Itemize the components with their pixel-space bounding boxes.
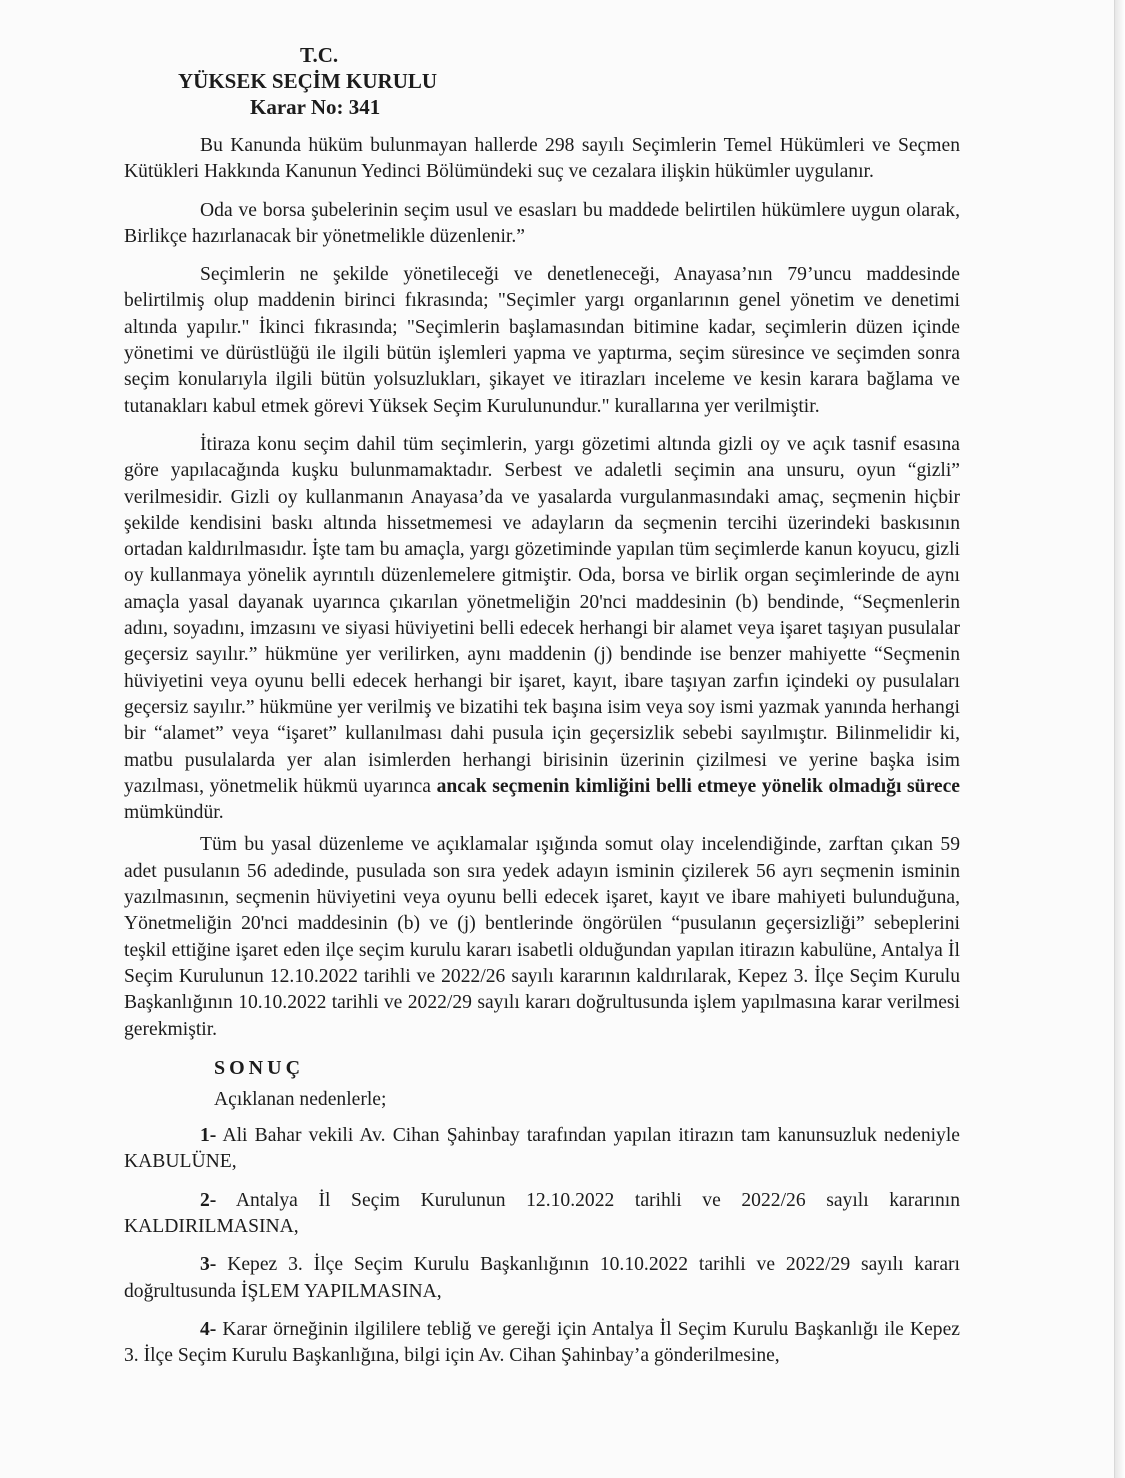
bold-phrase: ancak seçmenin kimliğini belli etmeye yönelik olmadığı sürece: [436, 775, 960, 797]
sonuc-item-4: [124, 1317, 960, 1370]
paragraph-4: [124, 432, 960, 826]
sonuc-intro: Açıklanan nedenlerle;: [214, 1088, 387, 1110]
sonuc-title: SONUÇ: [214, 1056, 305, 1079]
sonuc-item-text: Karar örneğinin ilgililere tebliğ ve gereği için Antalya İl Seçim Kurulu Başkanlığı ile Kepez 3. İlçe Seçim Kurulu Başkanlığına, bilgi için Av. Cihan Şahinbay’a gönderilmesine,: [124, 1318, 960, 1367]
sonuc-item-number: 2-: [200, 1189, 217, 1211]
sonuc-item-3: [124, 1252, 960, 1305]
sonuc-item-text: Antalya İl Seçim Kurulunun 12.10.2022 tarihli ve 2022/26 sayılı kararının KALDIRILMASINA,: [124, 1189, 960, 1237]
sonuc-item-2: [124, 1188, 960, 1241]
paragraph-2: Oda ve borsa şubelerinin seçim usul ve esasları bu maddede belirtilen hükümlere uygun olarak, Birlikçe hazırlanacak bir yönetmelikle düzenlenir.”: [124, 199, 960, 247]
sonuc-item-text: Ali Bahar vekili Av. Cihan Şahinbay tarafından yapılan itirazın tam kanunsuzluk nedeniyle KABULÜNE,: [124, 1125, 960, 1173]
document-body: [124, 133, 960, 1381]
bold-phrase-tail: mümkündür.: [124, 802, 224, 824]
header-decision-no: Karar No: 341: [250, 95, 381, 119]
sonuc-item-text: Kepez 3. İlçe Seçim Kurulu Başkanlığının 10.10.2022 tarihli ve 2022/29 sayılı kararı doğrultusunda İŞLEM YAPILMASINA,: [124, 1254, 960, 1302]
sonuc-item-number: 1-: [200, 1125, 217, 1147]
header-institution: YÜKSEK SEÇİM KURULU: [178, 69, 438, 93]
paragraph-4-text: İtiraza konu seçim dahil tüm seçimlerin, yargı gözetimi altında gizli oy ve açık tasnif esasına göre yapılacağında kuşku bulunmamaktadır. Serbest ve adaletli seçimin ana unsuru, oyun “gizli” verilmesidir. Gizli oy kullanmanın Anayasa’da ve yasalarda vurgulanmasındaki amaç, seçmenin hiçbir şekilde kendisini baskı altında hissetmemesi ve adayların da seçmenin tercihi üzerindeki baskısının ortadan kaldırılmasıdır. İşte tam bu amaçla, yargı gözetiminde yapılan tüm seçimlerde kanun koyucu, gizli oy kullanmaya yönelik ayrıntılı düzenlemelere gitmiştir. Oda, borsa ve birlik organ seçimlerinde de aynı amaçla yasal dayanak uyarınca çıkarılan yönetmeliğin 20'nci maddesinin (b) bendinde, “Seçmenlerin adını, soyadını, imzasını ve siyasi hüviyetini belli edecek herhangi bir alamet veya işaret taşıyan pusulalar geçersiz sayılır.” hükmüne yer verilirken, aynı maddenin (j) bendinde ise benzer mahiyette “Seçmenin hüviyetini veya oyunu belli edecek herhangi bir işaret, kayıt, ibare taşıyan zarfın içindeki oy pusulaları geçersiz sayılır.” hükmüne yer verilmiş ve bizatihi tek başına isim veya soy ismi yazmak yanında herhangi bir “alamet” veya “işaret” kullanılması dahi pusula için geçersizlik sebebi sayılmıştır. Bilinmelidir ki, matbu pusulalarda yer alan isimlerden herhangi birisinin üzerinin çizilmesi ve yerine başka isim yazılması, yönetmelik hükmü uyarınca: [124, 433, 960, 797]
paragraph-3: Seçimlerin ne şekilde yönetileceği ve denetleneceği, Anayasa’nın 79’uncu maddesinde belirtilmiş olup maddenin birinci fıkrasında; "Seçimler yargı organlarının genel yönetim ve denetimi altında yapılır." İkinci fıkrasında; "Seçimlerin başlamasından bitimine kadar, seçimlerin düzen içinde yönetimi ve dürüstlüğü ile ilgili bütün işlemleri yapma ve yaptırma, seçim süresince ve seçimden sonra seçim konularıyla ilgili bütün yolsuzlukları, şikayet ve itirazları inceleme ve kesin karara bağlama ve tutanakları kabul etmek görevi Yüksek Seçim Kurulunundur." kurallarına yer verilmiştir.: [124, 264, 960, 417]
paragraph-5: Tüm bu yasal düzenleme ve açıklamalar ışığında somut olay incelendiğinde, zarftan çıkan 59 adet pusulanın 56 adedinde, pusulada son sıra yedek adayın isminin çizilerek 56 ayrı seçmenin isminin yazılmasının, seçmenin hüviyetini veya oyunu belli edecek işaret, kayıt ve ibare mahiyeti bulunduğuna, Yönetmeliğin 20'nci maddesinin (b) ve (j) bentlerinde öngörülen “pusulanın geçersizliği” sebeplerini teşkil ettiğine işaret eden ilçe seçim kurulu kararı isabetli olduğundan yapılan itirazın kabulüne, Antalya İl Seçim Kurulunun 12.10.2022 tarihli ve 2022/26 sayılı kararının kaldırılarak, Kepez 3. İlçe Seçim Kurulu Başkanlığının 10.10.2022 tarihli ve 2022/29 sayılı kararı doğrultusunda işlem yapılmasına karar verilmesi gerekmiştir.: [124, 834, 960, 1040]
sonuc-item-number: 4-: [200, 1318, 217, 1340]
sonuc-item-1: [124, 1123, 960, 1176]
sonuc-item-number: 3-: [200, 1254, 217, 1276]
header-tc: T.C.: [300, 43, 339, 67]
paragraph-1: Bu Kanunda hüküm bulunmayan hallerde 298 sayılı Seçimlerin Temel Hükümleri ve Seçmen Kütükleri Hakkında Kanunun Yedinci Bölümündeki suç ve cezalara ilişkin hükümler uygulanır.: [124, 135, 960, 183]
document-header: [178, 42, 437, 120]
page-edge: [1115, 0, 1125, 1478]
